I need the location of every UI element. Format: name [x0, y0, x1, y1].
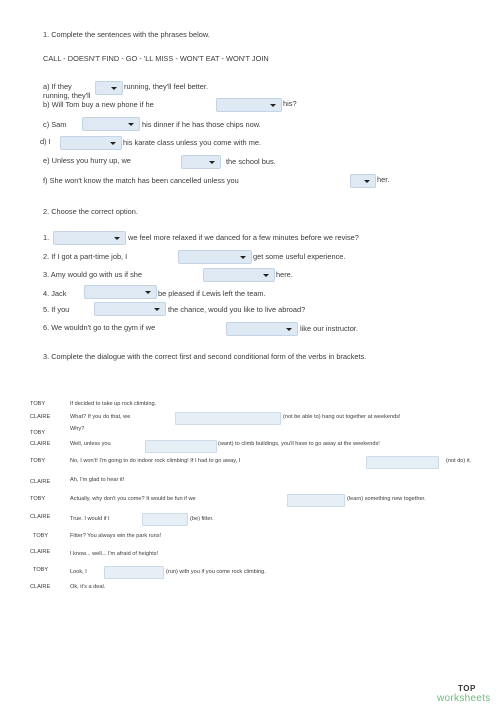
ex1-d-select[interactable]	[60, 136, 122, 150]
dialogue-line: No, I won't! I'm going to do indoor rock climbing! If I had to go away, I	[70, 458, 241, 464]
ex1-a-post: running, they'll feel better.	[124, 82, 208, 91]
chevron-down-icon	[364, 180, 370, 183]
ex3-title: 3. Complete the dialogue with the correct first and second conditional form of the verbs in brackets.	[43, 352, 367, 361]
chevron-down-icon	[263, 274, 269, 277]
chevron-down-icon	[145, 291, 151, 294]
chevron-down-icon	[286, 328, 292, 331]
chevron-down-icon	[110, 142, 116, 145]
speaker-label: CLAIRE	[30, 479, 51, 485]
chevron-down-icon	[270, 104, 276, 107]
ex2-q3-select[interactable]	[203, 268, 275, 282]
dialogue-line: (learn) something new together.	[347, 496, 426, 502]
chevron-down-icon	[114, 237, 120, 240]
ex2-q2-pre: 2. If I got a part-time job, I	[43, 252, 128, 261]
ex2-q6-pre: 6. We wouldn't go to the gym if we	[43, 323, 156, 332]
ex2-q4-post: be pleased if Lewis left the team.	[158, 289, 266, 298]
chevron-down-icon	[154, 308, 160, 311]
speaker-label: CLAIRE	[30, 441, 51, 447]
ex2-q2-select[interactable]	[178, 250, 252, 264]
ex2-q3-post: here.	[276, 270, 293, 279]
ex2-q6-post: like our instructor.	[300, 324, 358, 333]
ex1-b-select[interactable]	[216, 98, 282, 112]
speaker-label: TOBY	[33, 567, 49, 573]
ex1-f-select[interactable]	[350, 174, 376, 188]
ex1-f-post: her.	[377, 175, 390, 184]
ex2-q6-select[interactable]	[226, 322, 298, 336]
dialogue-line: Ah, I'm glad to hear it!	[70, 477, 125, 483]
ex1-c-select[interactable]	[82, 117, 140, 131]
ex1-f-pre: f) She won't know the match has been cancelled unless you	[43, 176, 239, 185]
dialogue-line: Ok, it's a deal.	[70, 584, 106, 590]
ex1-title: 1. Complete the sentences with the phrases below.	[43, 30, 210, 39]
ex1-e-post: the school bus.	[226, 157, 276, 166]
speaker-label: TOBY	[33, 533, 49, 539]
ex2-q1-post: we feel more relaxed if we danced for a few minutes before we revise?	[128, 233, 359, 242]
speaker-label: TOBY	[30, 401, 46, 407]
ex2-q2-post: get some useful experience.	[253, 252, 346, 261]
dialogue-line: Actually, why don't you come? It would be fun if we	[70, 496, 196, 502]
ex2-q5-select[interactable]	[94, 302, 166, 316]
dialogue-line: (run) with you if you come rock climbing.	[166, 569, 266, 575]
ex2-q4-select[interactable]	[84, 285, 157, 299]
speaker-label: TOBY	[30, 430, 46, 436]
chevron-down-icon	[111, 87, 117, 90]
ex1-e-pre: e) Unless you hurry up, we	[43, 156, 131, 165]
answer-input[interactable]	[175, 412, 281, 425]
ex1-phrases: CALL - DOESN'T FIND - GO - 'LL MISS - WON'T EAT - WON'T JOIN	[43, 54, 269, 63]
ex1-a-select[interactable]	[95, 81, 123, 95]
speaker-label: CLAIRE	[30, 549, 51, 555]
ex2-title: 2. Choose the correct option.	[43, 207, 138, 216]
dialogue-line: Well, unless you	[70, 441, 111, 447]
logo-worksheets: worksheets	[437, 693, 491, 704]
ex2-q3-pre: 3. Amy would go with us if she	[43, 270, 143, 279]
chevron-down-icon	[240, 256, 246, 259]
ex2-q1-select[interactable]	[53, 231, 126, 245]
speaker-label: TOBY	[30, 458, 46, 464]
dialogue-line: (be) fitter.	[190, 516, 214, 522]
answer-input[interactable]	[104, 566, 164, 579]
dialogue-line: What? If you do that, we	[70, 414, 131, 420]
ex2-q1-pre: 1.	[43, 233, 50, 242]
dialogue-line: True. I would if I	[70, 516, 110, 522]
answer-input[interactable]	[287, 494, 345, 507]
ex1-d-pre: d) I	[40, 137, 51, 146]
speaker-label: CLAIRE	[30, 584, 51, 590]
ex2-q4-pre: 4. Jack	[43, 289, 67, 298]
answer-input[interactable]	[366, 456, 439, 469]
answer-input[interactable]	[142, 513, 188, 526]
speaker-label: TOBY	[30, 496, 46, 502]
ex1-c-pre: c) Sam	[43, 120, 67, 129]
ex1-a-overflow: running, they'll	[43, 91, 91, 100]
ex1-b-post: his?	[283, 99, 297, 108]
dialogue-line: (not do) it.	[446, 458, 472, 464]
chevron-down-icon	[209, 161, 215, 164]
ex2-q5-post: the chance, would you like to live abroad?	[168, 305, 306, 314]
dialogue-line: If decided to take up rock climbing.	[70, 401, 157, 407]
dialogue-line: Why?	[70, 426, 85, 432]
dialogue-line: (not be able to) hang out together at weekends!	[283, 414, 401, 420]
dialogue-line: Fitter? You always win the park runs!	[70, 533, 162, 539]
ex1-d-post: his karate class unless you come with me.	[123, 138, 262, 147]
ex2-q5-pre: 5. If you	[43, 305, 70, 314]
logo-top: TOP	[458, 684, 476, 693]
speaker-label: CLAIRE	[30, 414, 51, 420]
speaker-label: CLAIRE	[30, 514, 51, 520]
ex1-a-pre: a) If they	[43, 82, 72, 91]
ex1-b-pre: b) Will Tom buy a new phone if he	[43, 100, 154, 109]
ex1-c-post: his dinner if he has those chips now.	[142, 120, 261, 129]
answer-input[interactable]	[145, 440, 217, 453]
chevron-down-icon	[128, 123, 134, 126]
dialogue-line: Look, I	[70, 569, 87, 575]
ex1-e-select[interactable]	[181, 155, 221, 169]
dialogue-line: (want) to climb buildings, you'll have to go away at the weekends!	[218, 441, 380, 447]
dialogue-line: I know... well... I'm afraid of heights!	[70, 551, 159, 557]
